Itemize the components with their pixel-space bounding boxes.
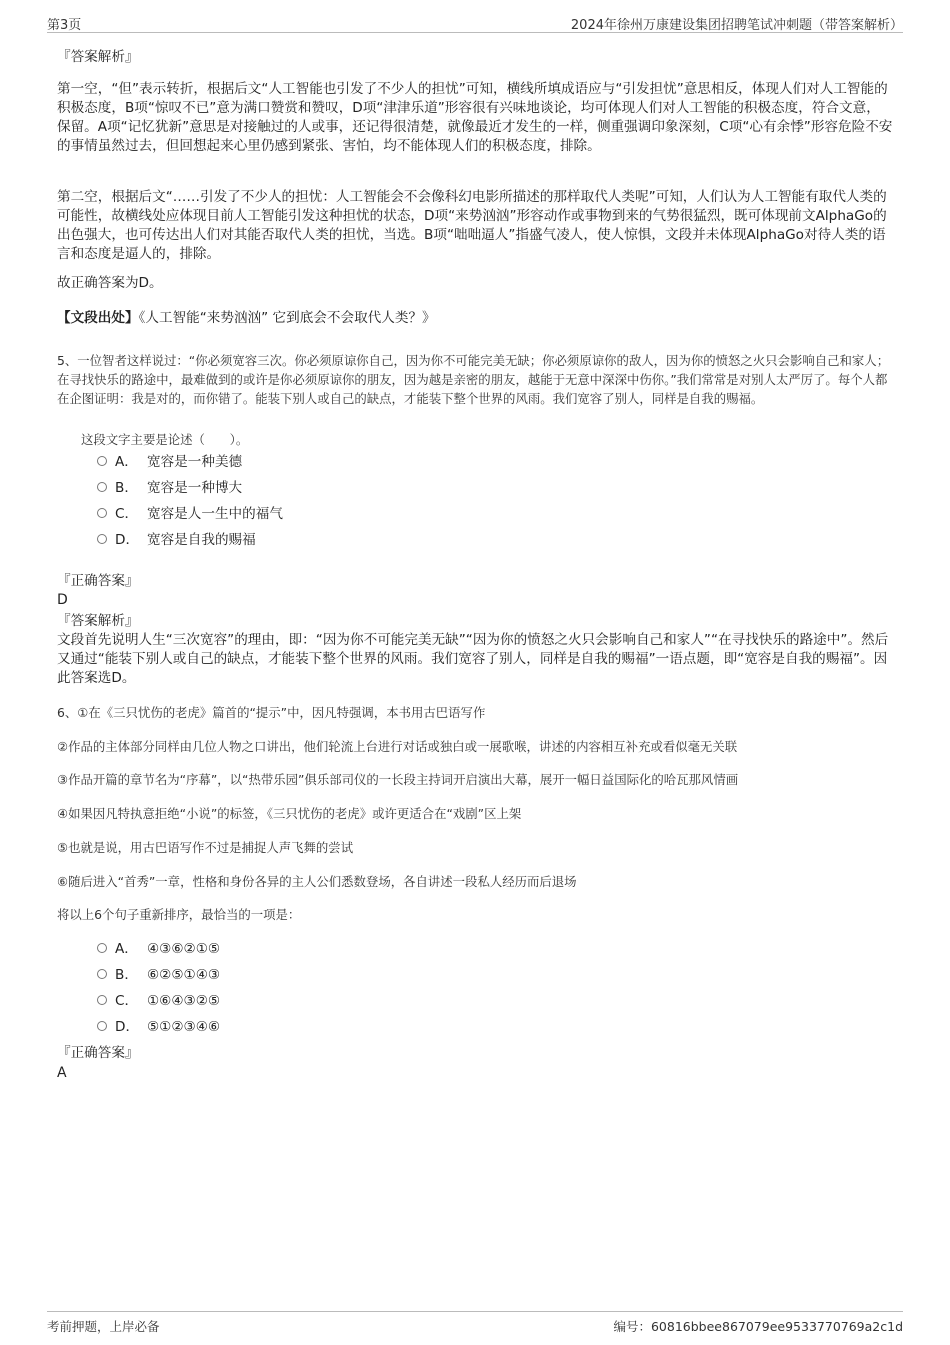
radio-icon[interactable]: [97, 508, 107, 518]
q4-analysis-para1: 第一空，“但”表示转折，根据后文“人工智能也引发了不少人的担忧”可知，横线所填成语应与“引发担忧”意思相反，体现人们对人工智能的积极态度，B项“惊叹不已”意为满口赞赏和赞叹，D项“津津乐道”形容很有兴味地谈论，均可体现人们对人工智能的积极态度，符合文意，保留。A项“记忆犹新”意思是对接触过的人或事，还记得很清楚，就像最近才发生的一样，侧重强调印象深刻，C项“心有余悸”形容危险不安的事情虽然过去，但回想起来心里仍感到紧张、害怕，均不能体现人们的积极态度，排除。: [57, 81, 893, 154]
q5-analysis-label: 『答案解析』: [57, 613, 139, 629]
q4-source-label: 【文段出处】: [57, 310, 139, 326]
q5-answer-label: 『正确答案』: [57, 573, 139, 589]
q5-answer: D: [57, 592, 68, 608]
q4-source-text: 《人工智能“来势汹汹” 它到底会不会取代人类？》: [138, 310, 436, 326]
footer-slogan: 考前押题，上岸必备: [47, 1319, 160, 1334]
q6-option-b[interactable]: B． ⑥②⑤①④③: [97, 964, 220, 986]
q6-option-d[interactable]: D． ⑤①②③④⑥: [97, 1016, 220, 1038]
q4-conclusion: 故正确答案为D。: [57, 275, 163, 291]
q5-option-a[interactable]: A． 宽容是一种美德: [97, 451, 242, 473]
q6-option-a[interactable]: A． ④③⑥②①⑤: [97, 938, 220, 960]
document-id: 编号：60816bbee867079ee9533770769a2c1d: [613, 1319, 903, 1334]
q6-sentence-1: 6、①在《三只忧伤的老虎》篇首的“提示”中，因凡特强调，本书用古巴语写作: [57, 705, 486, 720]
q6-sentence-4: ④如果因凡特执意拒绝“小说”的标签，《三只忧伤的老虎》或许更适合在“戏剧”区上架: [57, 806, 522, 821]
q6-question: 将以上6个句子重新排序，最恰当的一项是：: [57, 907, 301, 922]
document-title: 2024年徐州万康建设集团招聘笔试冲刺题（带答案解析）: [570, 18, 903, 33]
q6-answer: A: [57, 1065, 67, 1081]
q5-analysis: 文段首先说明人生“三次宽容”的理由，即：“因为你不可能完美无缺”“因为你的愤怒之火只会影响自己和家人”“在寻找快乐的路途中”。然后又通过“能装下别人或自己的缺点，才能装下整个世界的风雨。我们宽容了别人，同样是自我的赐福”一语点题，即“宽容是自我的赐福”。因此答案选D。: [57, 632, 889, 686]
q6-sentence-3: ③作品开篇的章节名为“序幕”，以“热带乐园”俱乐部司仪的一长段主持词开启演出大幕，展开一幅日益国际化的哈瓦那风情画: [57, 772, 739, 787]
q6-sentence-2: ②作品的主体部分同样由几位人物之口讲出，他们轮流上台进行对话或独白或一展歌喉，讲述的内容相互补充或看似毫无关联: [57, 739, 738, 754]
q6-option-c[interactable]: C． ①⑥④③②⑤: [97, 990, 220, 1012]
q6-sentence-5: ⑤也就是说，用古巴语写作不过是捕捉人声飞舞的尝试: [57, 840, 354, 855]
page-header: [47, 14, 903, 33]
q5-stem: 5、一位智者这样说过：“你必须宽容三次。你必须原谅你自己，因为你不可能完美无缺；你必须原谅你的敌人，因为你的愤怒之火只会影响自己和家人；在寻找快乐的路途中，最难做到的或许是你必须原谅你的朋友，因为越是亲密的朋友，越能于无意中深深中伤你。”我们常常是对别人太严厉了。每个人都在企图证明：我是对的，而你错了。能装下别人或自己的缺点，才能装下整个世界的风雨。我们宽容了别人，同样是自我的赐福。: [57, 353, 890, 406]
q6-sentence-6: ⑥随后进入“首秀”一章，性格和身份各异的主人公们悉数登场，各自讲述一段私人经历而后退场: [57, 874, 577, 889]
q5-option-b[interactable]: B． 宽容是一种博大: [97, 477, 242, 499]
q5-question: 这段文字主要是论述（ ）。: [81, 432, 249, 447]
q4-analysis-para2: 第二空，根据后文“……引发了不少人的担忧：人工智能会不会像科幻电影所描述的那样取代人类呢”可知，人们认为人工智能有取代人类的可能性，故横线处应体现目前人工智能引发这种担忧的状态，D项“来势汹汹”形容动作或事物到来的气势很猛烈，既可体现前文AlphaGo的出色强大，也可传达出人们对其能否取代人类的担忧，当选。B项“咄咄逼人”指盛气凌人，使人惊惧，文段并未体现AlphaGo对待人类的语言和态度是逼人的，排除。: [57, 189, 887, 262]
q5-option-c[interactable]: C． 宽容是人一生中的福气: [97, 503, 283, 525]
radio-icon[interactable]: [97, 943, 107, 953]
radio-icon[interactable]: [97, 456, 107, 466]
radio-icon[interactable]: [97, 534, 107, 544]
page-number: 第3页: [47, 18, 82, 33]
page-footer: [47, 1311, 903, 1336]
q4-analysis-label: 『答案解析』: [57, 49, 139, 65]
q5-option-d[interactable]: D． 宽容是自我的赐福: [97, 529, 256, 551]
radio-icon[interactable]: [97, 482, 107, 492]
radio-icon[interactable]: [97, 1021, 107, 1031]
radio-icon[interactable]: [97, 969, 107, 979]
q6-answer-label: 『正确答案』: [57, 1045, 139, 1061]
q4-source: [57, 309, 893, 328]
radio-icon[interactable]: [97, 995, 107, 1005]
